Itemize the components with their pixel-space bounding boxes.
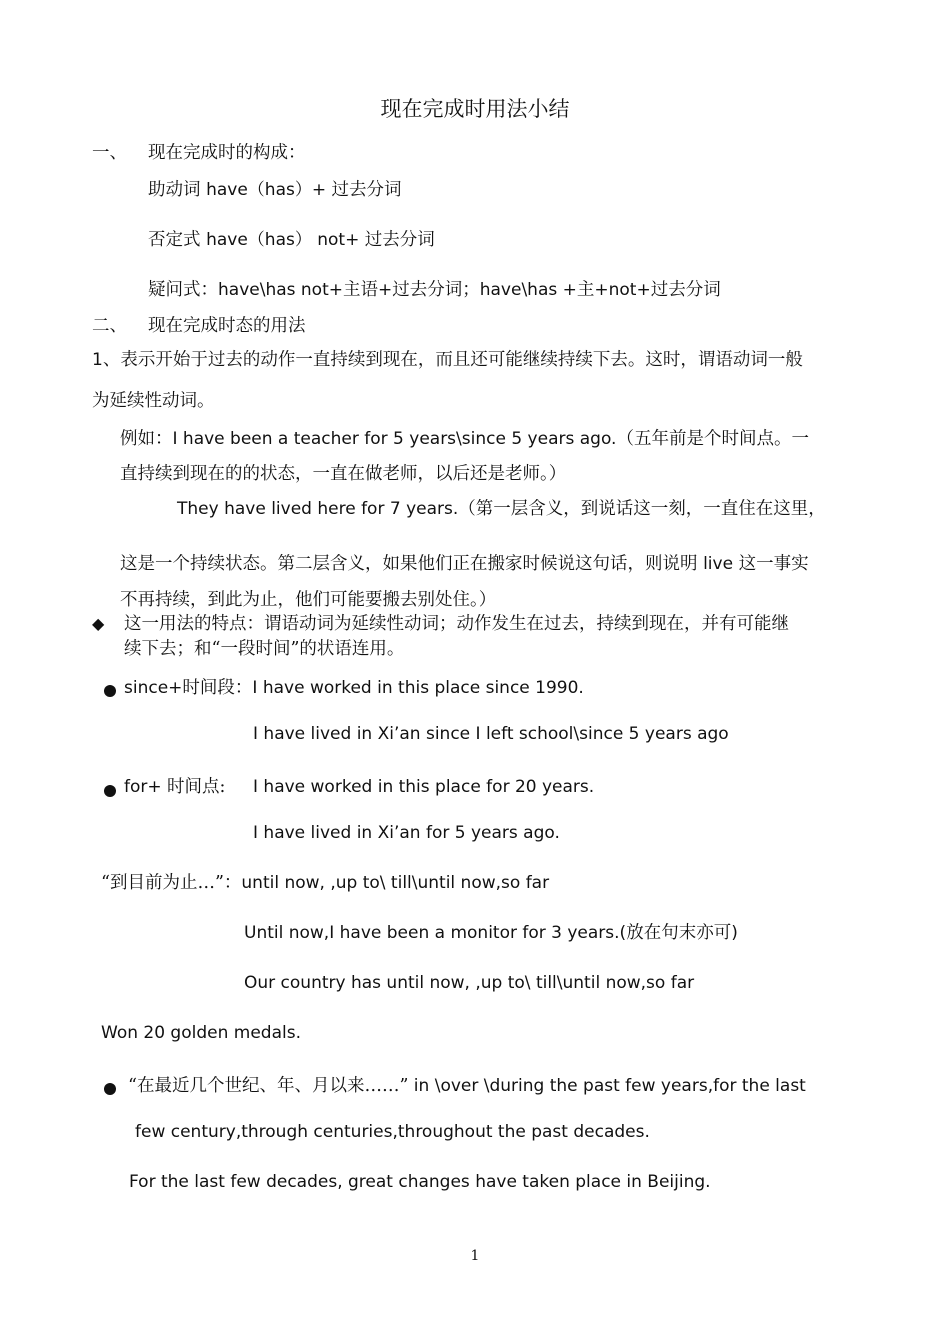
text: + xyxy=(377,280,393,300)
recent-rule-line-1 xyxy=(128,1074,806,1098)
feature-line-1: 这一用法的特点：谓语动词为延续性动词；动作发生在过去，持续到现在，并有可能继 xyxy=(124,614,789,634)
text: 例如： xyxy=(120,429,173,449)
text: I have worked in this place since 1990. xyxy=(252,678,584,698)
text: （第一层含义，到说话这一刻，一直住在这里， xyxy=(458,499,826,519)
structure-line-negative xyxy=(148,228,435,252)
diamond-bullet-icon: ◆ xyxy=(92,614,105,633)
text: 这一事实 xyxy=(733,554,809,574)
since-rule xyxy=(124,676,584,700)
recent-rule-line-2: few century,through centuries,throughout the past decades. xyxy=(135,1122,650,1142)
text: 、表示开始于过去的动作一直持续到现在，而且还可能继续持续下去。这时，谓语动词一般 xyxy=(102,350,803,370)
until-example-2: Our country has until now, ,up to\ till\until now,so far xyxy=(244,973,695,993)
page-title: 现在完成时用法小结 xyxy=(380,97,570,121)
text: ) xyxy=(731,923,738,943)
text: 过去分词 xyxy=(364,230,435,250)
usage-number: 1 xyxy=(92,350,103,370)
text: have\has + xyxy=(479,280,577,300)
until-example-3: Won 20 golden medals. xyxy=(101,1023,301,1043)
recent-example: For the last few decades, great changes have taken place in Beijing. xyxy=(129,1172,711,1192)
structure-line-affirmative xyxy=(148,178,402,202)
text: until now, ,up to\ till\until now,so far xyxy=(241,873,550,893)
example-2-line-1 xyxy=(177,497,826,521)
text: 过去分词 xyxy=(650,280,721,300)
text: have（has） not+ xyxy=(206,230,365,250)
for-example-1: I have worked in this place for 20 years. xyxy=(253,777,595,797)
example-2-line-2 xyxy=(120,552,809,576)
until-example-1 xyxy=(244,921,738,945)
text: 放在句末亦可 xyxy=(626,923,732,943)
feature-line-2: 续下去；和“一段时间”的状语连用。 xyxy=(124,639,405,659)
example-1-line-1 xyxy=(120,427,809,451)
text: for+ xyxy=(124,777,168,797)
text: 助动词 xyxy=(148,180,207,200)
text: They have lived here for 7 years. xyxy=(177,499,459,519)
text: “到目前为止…”： xyxy=(101,873,242,893)
text: 主 xyxy=(576,280,595,300)
text: have（has）+ xyxy=(206,180,332,200)
section-2-heading: 现在完成时态的用法 xyxy=(148,316,306,336)
for-example-2: I have lived in Xi’an for 5 years ago. xyxy=(253,823,560,843)
text: in \over \during the past few years,for the last xyxy=(408,1076,806,1096)
until-now-rule xyxy=(101,871,549,895)
text: 这是一个持续状态。第二层含义，如果他们正在搬家时候说这句话，则说明 xyxy=(120,554,704,574)
structure-line-question xyxy=(148,278,721,302)
bullet-icon xyxy=(104,682,116,701)
bullet-icon xyxy=(104,1080,116,1099)
text: 时间段： xyxy=(182,678,253,698)
text: since+ xyxy=(124,678,183,698)
text: （五年前是个时间点。一 xyxy=(616,429,809,449)
bullet-icon xyxy=(104,782,116,801)
text: live xyxy=(703,554,734,574)
text: 过去分词 xyxy=(331,180,402,200)
text: Until now,I have been a monitor for 3 years.( xyxy=(244,923,627,943)
text: I have been a teacher for 5 years\since 5 years ago. xyxy=(172,429,617,449)
section-1-number: 一、 xyxy=(92,143,127,163)
page-number: 1 xyxy=(470,1248,480,1264)
text: 否定式 xyxy=(148,230,207,250)
example-2-line-3: 不再持续，到此为止，他们可能要搬去别处住。） xyxy=(120,590,497,610)
section-2-number: 二、 xyxy=(92,316,127,336)
text: 时间点: xyxy=(167,777,226,797)
text: 过去分词； xyxy=(392,280,480,300)
text: 疑问式： xyxy=(148,280,218,300)
for-rule xyxy=(124,775,225,799)
text: have\has not+ xyxy=(218,280,343,300)
since-example-2: I have lived in Xi’an since I left school\since 5 years ago xyxy=(253,724,729,744)
example-1-line-2: 直持续到现在的的状态，一直在做老师，以后还是老师。） xyxy=(120,464,567,484)
usage-1-line-2: 为延续性动词。 xyxy=(92,391,215,411)
text: 主语 xyxy=(342,280,378,300)
text: “在最近几个世纪、年、月以来……” xyxy=(128,1076,409,1096)
text: +not+ xyxy=(594,280,651,300)
usage-1-line-1 xyxy=(92,348,803,372)
section-1-heading: 现在完成时的构成： xyxy=(148,143,306,163)
